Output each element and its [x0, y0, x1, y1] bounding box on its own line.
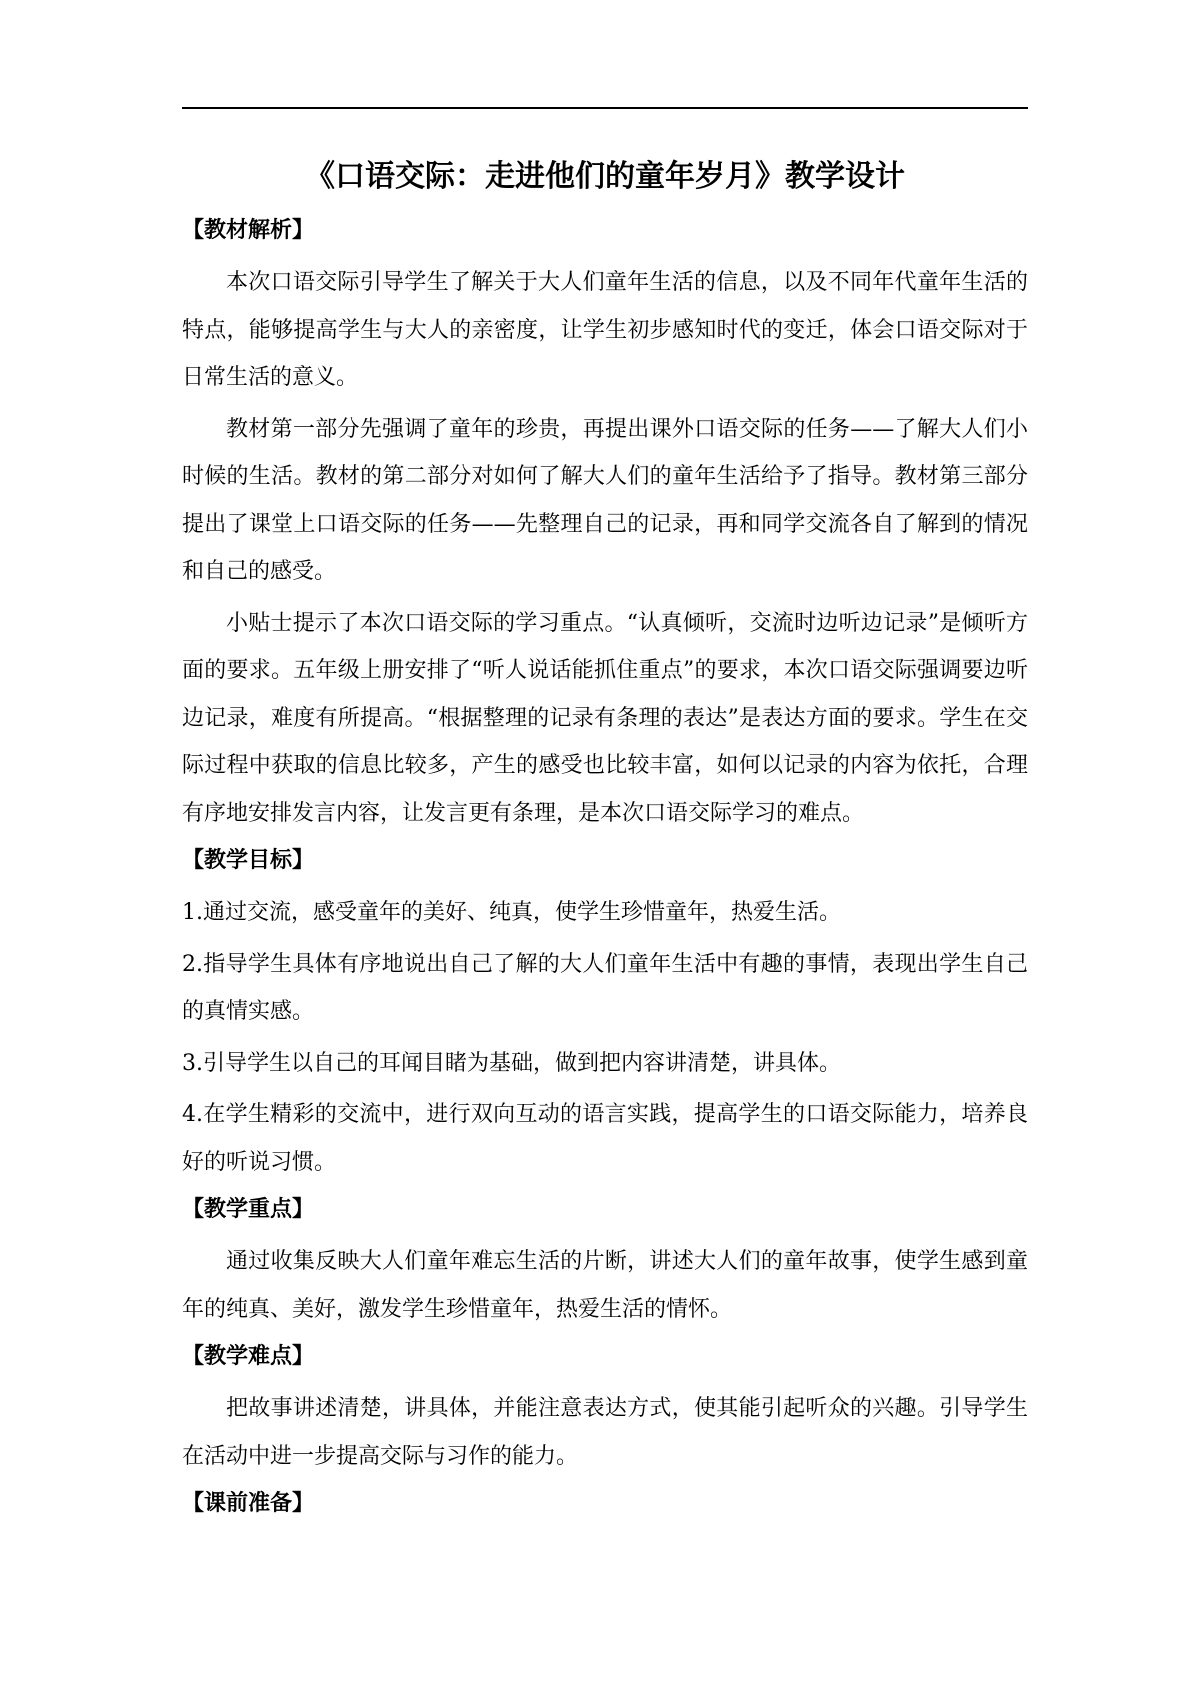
section-heading: 【教学难点】: [182, 1344, 315, 1369]
section-teaching-goals: [182, 841, 1028, 1186]
paragraph: 本次口语交际引导学生了解关于大人们童年生活的信息，以及不同年代童年生活的特点，能够提高学生与大人的亲密度，让学生初步感知时代的变迁，体会口语交际对于日常生活的意义。: [182, 270, 1028, 390]
document-body: [182, 211, 1028, 1532]
section-heading: 【教材解析】: [182, 218, 315, 243]
section-heading: 【课前准备】: [182, 1491, 315, 1516]
paragraph: 把故事讲述清楚，讲具体，并能注意表达方式，使其能引起听众的兴趣。引导学生在活动中进一步提高交际与习作的能力。: [182, 1396, 1028, 1469]
list-item: 2.指导学生具体有序地说出自己了解的大人们童年生活中有趣的事情，表现出学生自己的真情实感。: [182, 951, 1028, 1024]
section-heading: 【教学目标】: [182, 848, 315, 873]
section-preparation: [182, 1484, 1028, 1524]
list-item: 1.通过交流，感受童年的美好、纯真，使学生珍惜童年，热爱生活。: [182, 900, 841, 925]
header-rule: [182, 107, 1028, 109]
list-item: 3.引导学生以自己的耳闻目睹为基础，做到把内容讲清楚，讲具体。: [182, 1050, 841, 1076]
document-page: [182, 0, 1028, 1697]
list-item: 4.在学生精彩的交流中，进行双向互动的语言实践，提高学生的口语交际能力，培养良好的听说习惯。: [182, 1102, 1028, 1175]
section-heading: 【教学重点】: [182, 1197, 315, 1222]
section-teaching-focus: [182, 1190, 1028, 1333]
section-textbook-analysis: [182, 211, 1028, 837]
paragraph: 教材第一部分先强调了童年的珍贵，再提出课外口语交际的任务——了解大人们小时候的生活。教材的第二部分对如何了解大人们的童年生活给予了指导。教材第三部分提出了课堂上口语交际的任务——先整理自己的记录，再和同学交流各自了解到的情况和自己的感受。: [182, 416, 1028, 584]
paragraph: 通过收集反映大人们童年难忘生活的片断，讲述大人们的童年故事，使学生感到童年的纯真、美好，激发学生珍惜童年，热爱生活的情怀。: [182, 1249, 1028, 1322]
paragraph: 小贴士提示了本次口语交际的学习重点。“认真倾听，交流时边听边记录”是倾听方面的要求。五年级上册安排了“听人说话能抓住重点”的要求，本次口语交际强调要边听边记录，难度有所提高。“根据整理的记录有条理的表达”是表达方面的要求。学生在交际过程中获取的信息比较多，产生的感受也比较丰富，如何以记录的内容为依托，合理有序地安排发言内容，让发言更有条理，是本次口语交际学习的难点。: [182, 610, 1028, 826]
document-title: 《口语交际：走进他们的童年岁月》教学设计: [305, 159, 905, 194]
section-teaching-difficulty: [182, 1337, 1028, 1480]
